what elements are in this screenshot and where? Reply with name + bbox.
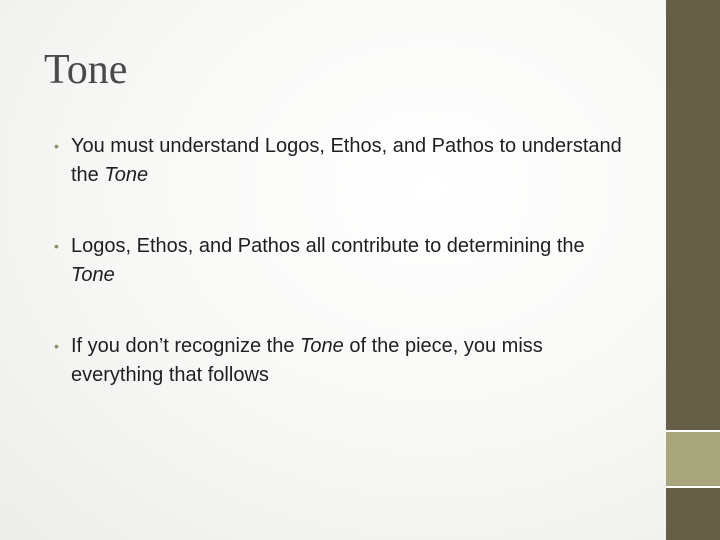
- bullet-emphasis: Tone: [71, 264, 115, 286]
- bullet-emphasis: Tone: [300, 335, 344, 357]
- bullet-text: Logos, Ethos, and Pathos all contribute to determining the: [71, 235, 585, 257]
- bullet-text: If you don’t recognize the: [71, 335, 301, 357]
- sidebar-divider-bottom: [666, 486, 720, 488]
- bullet-text: You must understand Logos, Ethos, and Pathos to understand the: [71, 135, 622, 186]
- bullet-item-2: [52, 232, 632, 290]
- bullet-emphasis: Tone: [104, 164, 149, 186]
- bullet-item-1: [52, 132, 632, 190]
- bullet-text-tail: of the piece, you miss everything that follows: [71, 335, 543, 386]
- bullet-dot-icon: •: [54, 238, 59, 254]
- bullet-item-3: [52, 332, 632, 390]
- bullet-dot-icon: •: [54, 338, 59, 354]
- bullet-list: [52, 132, 632, 432]
- sidebar-accent-band: [666, 432, 720, 486]
- bullet-dot-icon: •: [54, 138, 59, 154]
- slide-title: Tone: [44, 47, 128, 93]
